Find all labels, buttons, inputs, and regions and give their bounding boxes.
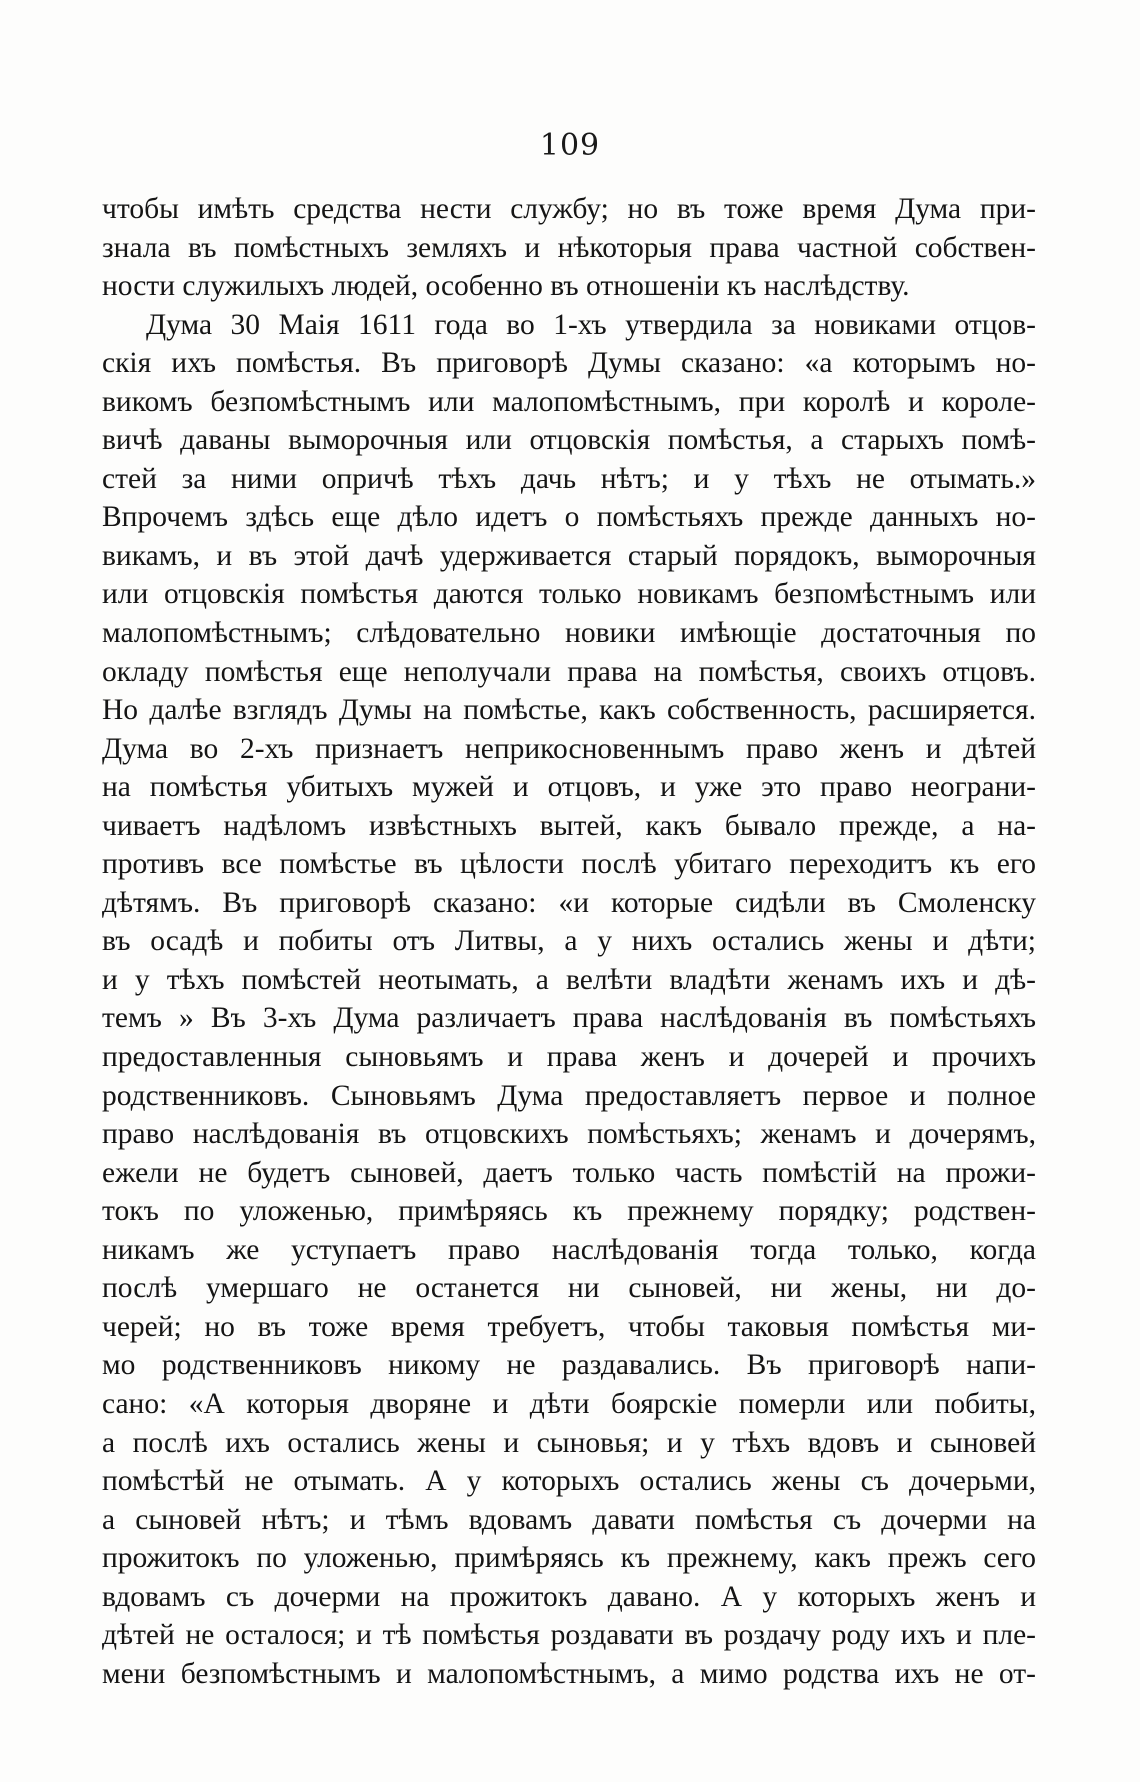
text-line: Дума во 2-хъ признаетъ неприкосновеннымъ право женъ и дѣтей — [102, 732, 1036, 765]
text-line: вичѣ даваны выморочныя или отцовскія помѣстья, а старыхъ помѣ- — [102, 424, 1036, 457]
text-line: викомъ безпомѣстнымъ или малопомѣстнымъ, при королѣ и короле- — [102, 385, 1036, 418]
body-text — [102, 190, 1036, 1693]
text-line: Дума 30 Маія 1611 года во 1-хъ утвердила за новиками отцов- — [146, 308, 1036, 341]
text-line: чиваетъ надѣломъ извѣстныхъ вытей, какъ бывало прежде, а на- — [102, 809, 1036, 842]
text-line: никамъ же уступаетъ право наслѣдованія тогда только, когда — [102, 1233, 1036, 1266]
text-line: малопомѣстнымъ; слѣдовательно новики имѣющіе достаточныя по — [102, 617, 1036, 650]
text-line: викамъ, и въ этой дачѣ удерживается старый порядокъ, выморочныя — [102, 539, 1036, 572]
text-line: или отцовскія помѣстья даются только новикамъ безпомѣстнымъ или — [102, 578, 1036, 611]
text-line: послѣ умершаго не останется ни сыновей, ни жены, ни до- — [102, 1272, 1036, 1305]
text-line: предоставленныя сыновьямъ и права женъ и дочерей и прочихъ — [102, 1041, 1036, 1074]
text-line: мо родственниковъ никому не раздавались. Въ приговорѣ напи- — [102, 1349, 1036, 1382]
text-line: помѣстѣй не отымать. А у которыхъ остались жены съ дочерьми, — [102, 1465, 1036, 1498]
text-line: вдовамъ съ дочерми на прожитокъ давано. А у которыхъ женъ и — [102, 1580, 1036, 1613]
text-line: чтобы имѣть средства нести службу; но въ тоже время Дума при- — [102, 193, 1036, 225]
text-line: прожитокъ по уложенью, примѣряясь къ прежнему, какъ прежъ сего — [102, 1542, 1036, 1575]
text-line: а сыновей нѣтъ; и тѣмъ вдовамъ давати помѣстья съ дочерми на — [102, 1503, 1036, 1536]
text-line: право наслѣдованія въ отцовскихъ помѣстьяхъ; женамъ и дочерямъ, — [102, 1118, 1036, 1151]
text-line: въ осадѣ и побиты отъ Литвы, а у нихъ остались жены и дѣти; — [102, 925, 1036, 958]
text-line: окладу помѣстья еще неполучали права на помѣстья, своихъ отцовъ. — [102, 655, 1036, 688]
text-line: темъ » Въ 3-хъ Дума различаетъ права наслѣдованія въ помѣстьяхъ — [102, 1002, 1036, 1035]
text-line: стей за ними опричѣ тѣхъ дачь нѣтъ; и у тѣхъ не отымать.» — [102, 462, 1036, 495]
text-line: Впрочемъ здѣсь еще дѣло идетъ о помѣстьяхъ прежде данныхъ но- — [102, 501, 1036, 534]
text-line: на помѣстья убитыхъ мужей и отцовъ, и уже это право неограни- — [102, 771, 1036, 804]
text-line: и у тѣхъ помѣстей неотымать, а велѣти владѣти женамъ ихъ и дѣ- — [102, 963, 1036, 996]
text-line: мени безпомѣстнымъ и малопомѣстнымъ, а мимо родства ихъ не от- — [102, 1657, 1036, 1690]
page-number: 109 — [539, 128, 601, 163]
text-line: черей; но въ тоже время требуетъ, чтобы таковыя помѣстья ми- — [102, 1310, 1036, 1343]
text-line: дѣтей не осталося; и тѣ помѣстья роздавати въ роздачу роду ихъ и пле- — [102, 1619, 1036, 1652]
text-line: родственниковъ. Сыновьямъ Дума предоставляетъ первое и полное — [102, 1079, 1036, 1112]
text-line: противъ все помѣстье въ цѣлости послѣ убитаго переходитъ къ его — [102, 848, 1036, 881]
text-line: ности служилыхъ людей, особенно въ отношеніи къ наслѣдству. — [102, 270, 910, 303]
text-line: дѣтямъ. Въ приговорѣ сказано: «и которые сидѣли въ Смоленску — [102, 886, 1036, 919]
text-line: Но далѣе взглядъ Думы на помѣстье, какъ собственность, расширяется. — [102, 694, 1036, 727]
text-line: ежели не будетъ сыновей, даетъ только часть помѣстій на прожи- — [102, 1156, 1036, 1189]
text-line: токъ по уложенью, примѣряясь къ прежнему порядку; родствен- — [102, 1195, 1036, 1228]
text-line: а послѣ ихъ остались жены и сыновья; и у тѣхъ вдовъ и сыновей — [102, 1426, 1036, 1459]
text-line: скія ихъ помѣстья. Въ приговорѣ Думы сказано: «а которымъ но- — [102, 347, 1036, 380]
text-line: сано: «А которыя дворяне и дѣти боярскіе померли или побиты, — [102, 1387, 1036, 1420]
text-line: знала въ помѣстныхъ земляхъ и нѣкоторыя права частной собствен- — [102, 231, 1036, 264]
